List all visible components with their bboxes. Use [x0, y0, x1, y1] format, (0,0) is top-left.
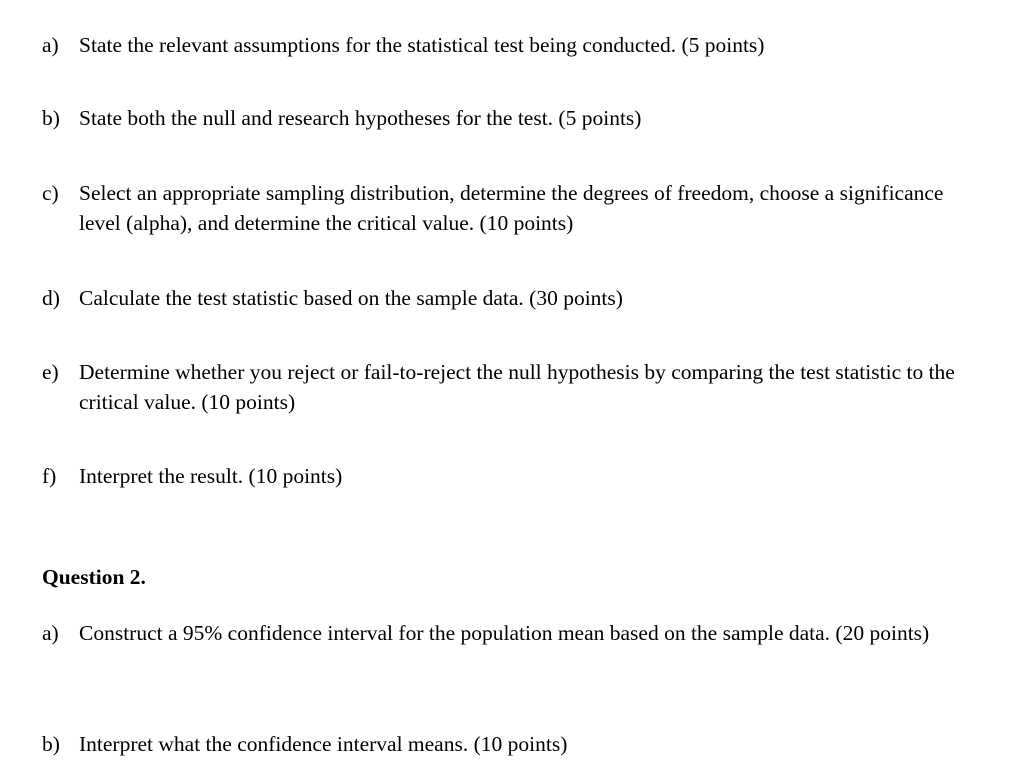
list-item-text: State the relevant assumptions for the statistical test being conducted. (5 points): [79, 33, 765, 57]
list-item: [42, 618, 982, 648]
list-item: [42, 357, 982, 417]
list-item-text: Construct a 95% confidence interval for the population mean based on the sample data. (20 points): [79, 621, 930, 645]
list-item: [42, 283, 982, 313]
list-item-text: Interpret the result. (10 points): [79, 464, 343, 488]
list-marker: a): [42, 33, 59, 57]
list-item: [42, 729, 982, 759]
list-item-text: Interpret what the confidence interval means. (10 points): [79, 732, 568, 756]
list-marker: d): [42, 286, 60, 310]
list-item-text: Determine whether you reject or fail-to-reject the null hypothesis by comparing the test statistic to the critical value. (10 points): [79, 360, 955, 414]
list-item: [42, 30, 982, 60]
list-marker: e): [42, 360, 59, 384]
list-marker: c): [42, 181, 59, 205]
list-marker: f): [42, 464, 57, 488]
list-item-text: State both the null and research hypotheses for the test. (5 points): [79, 106, 642, 130]
question-heading: Question 2.: [42, 565, 146, 589]
list-item-text: Select an appropriate sampling distribution, determine the degrees of freedom, choose a significance level (alpha), and determine the critical value. (10 points): [79, 181, 944, 235]
list-item: [42, 103, 982, 133]
list-marker: a): [42, 621, 59, 645]
list-item: [42, 461, 982, 491]
list-item-text: Calculate the test statistic based on the sample data. (30 points): [79, 286, 623, 310]
list-marker: b): [42, 106, 60, 130]
list-marker: b): [42, 732, 60, 756]
list-item: [42, 178, 982, 238]
